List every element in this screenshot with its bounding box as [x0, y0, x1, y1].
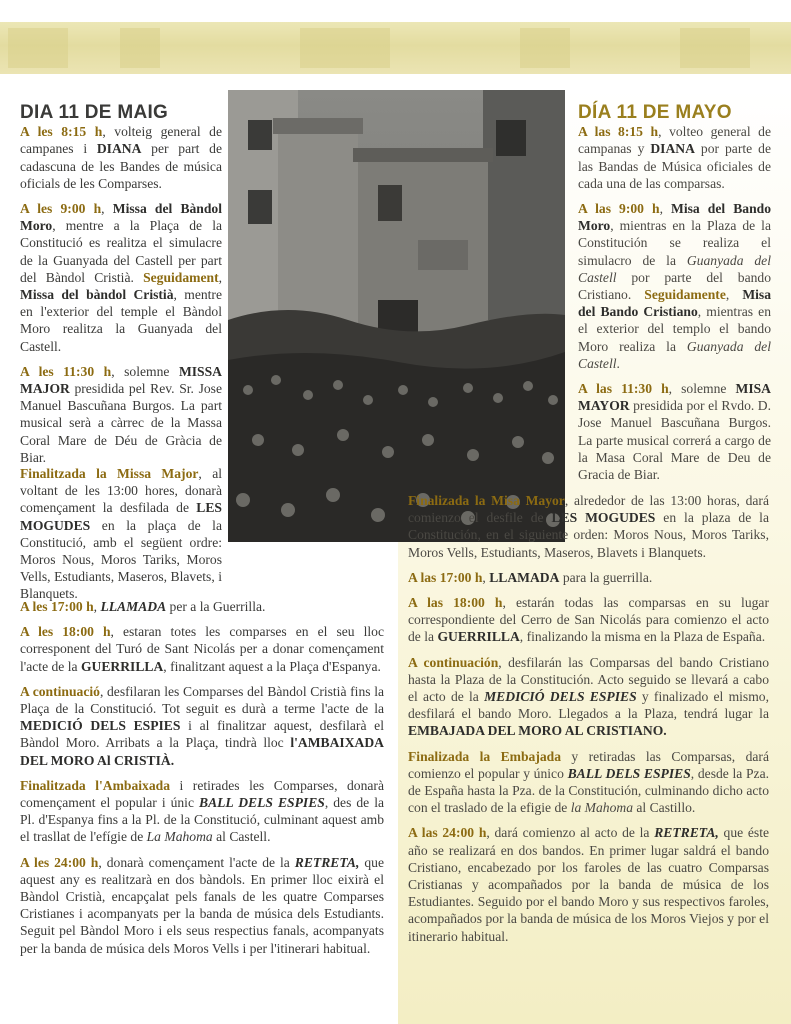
parrafo-2400: A las 24:00 h, dará comienzo al acto de la RETRETA, que éste año se realizará en dos bandos. En primer lugar saldrá el bando Cristiano, encabezado por los faroles de las cuatro Comparsas Cristianas y acompañados por la banda de música de los Estudiantes. Seguido por el bando Moro y sus respectivos faroles, acompañados por la banda de música de los Moros Viejos y por el itinerario habitual.: [408, 825, 770, 944]
parrafo-embajada: Finalizada la Embajada y retiradas las Comparsas, dará comienzo el popular y único BALL DELS ESPIES, desde la Pza. de España hasta la Pza. de la Constitución, culminando dicho acto con el traslado de la efigie de la Mahoma al Castillo.: [408, 748, 770, 816]
parrafo-misa-mayor: Finalizada la Misa Mayor, alrededor de las 13:00 horas, dará comienzo el desfile de LES MOGUDES en la plaza de la Constitución, en el siguiente orden: Moros Nous, Moros Tariks, Moros Vells, Estudiants, Maseros, Blavets i Blanquets.: [408, 493, 769, 560]
paragraph-ambaixada: Finalitzada l'Ambaixada i retirades les Comparses, donarà començament el popular i únic BALL DELS ESPIES, des de la Pl. d'Espanya fins a la Pl. de la Constitució, culminant aquest amb el trasllat de l'efígie de La Mahoma al Castell.: [20, 777, 384, 845]
left-heading: DIA 11 DE MAIG: [20, 102, 169, 123]
right-heading: DÍA 11 DE MAYO: [578, 102, 732, 123]
left-column-catalan-continued: [20, 465, 222, 603]
decorative-banner: [0, 22, 791, 74]
paragraph-1130: A les 11:30 h, solemne MISSA MAJOR presidida pel Rev. Sr. Jose Manuel Bascuñana Burgos. La part musical serà a càrrec de la Massa Coral Mare de Déu de Gràcia de Biar.: [20, 363, 222, 465]
paragraph-1800: A les 18:00 h, estaran totes les comparses en el seu lloc corresponent del Turó de Sant Nicolás per a donar començament l'acte de la GUERRILLA, finalitzant aquest a la Plaça d'Espanya.: [20, 624, 384, 674]
right-column-spanish: [578, 104, 771, 491]
parrafo-900: A las 9:00 h, Misa del Bando Moro, mientras en la Plaza de la Constitución se realiza el simulacro de la Guanyada del Castell por parte del bando Cristiano. Seguidamente, Misa del Bando Cristiano, mientras en el exterior del templo el bando Moro realiza la Guanyada del Castell.: [578, 201, 772, 371]
paragraph-2400: A les 24:00 h, donarà començament l'acte de la RETRETA, que aquest any es realitzarà en dos bàndols. En primer lloc eixirà el Bàndol Cristià, encapçalat pels fanals de les quatre Comparses Cristianes i acompanyats per la banda de música dels Estudiants. Seguit pel Bàndol Moro i els seus respectius fanals, acompanyats per la banda de música dels Moros Vells i per l'itinerari habitual.: [20, 854, 384, 956]
castle-crowd-photo: [228, 90, 565, 542]
parrafo-continuacion: A continuación, desfilarán las Comparsas del bando Cristiano hasta la Plaza de la Constitución. Acto seguido se llevará a cabo el acto de la MEDICIÓ DELS ESPIES y finalizado el mismo, desfilará el bando Moro. Llegados a la Plaza, tendrá lugar la EMBAJADA DEL MORO AL CRISTIANO.: [408, 654, 770, 739]
right-column-spanish-wide: [408, 492, 769, 953]
parrafo-1130: A las 11:30 h, solemne MISA MAYOR presidida por el Rvdo. D. Jose Manuel Bascuñana Burgos. La parte musical correrá a cargo de la Masa Coral Mare de Deu de Gracia de Biar.: [578, 381, 771, 483]
paragraph-1700: A les 17:00 h, LLAMADA per a la Guerrilla.: [20, 599, 266, 614]
paragraph-missa-major: Finalitzada la Missa Major, al voltant de les 13:00 hores, donarà començament la desfilada de LES MOGUDES en la plaça de la Constitució, amb el següent ordre: Moros Nous, Moros Tariks, Moros Vells, Estudiants, Maseros, Blavets, i Blanquets.: [20, 466, 222, 602]
paragraph-815: A les 8:15 h, volteig general de campanes i DIANA per part de cadascuna de les Bandes de música oficials de les Comparses.: [20, 124, 222, 191]
left-column-catalan: [20, 104, 222, 474]
parrafo-1700: A las 17:00 h, LLAMADA para la guerrilla.: [408, 569, 653, 585]
parrafo-1800: A las 18:00 h, estarán todas las comparsas en su lugar correspondiente del Cerro de San Nicolás para comienzo el acto de la GUERRILLA, finalizando la misma en la Plaza de España.: [408, 595, 769, 645]
paragraph-900: A les 9:00 h, Missa del Bàndol Moro, mentre a la Plaça de la Constitució es realitza el simulacre de la Guanyada del Castell per part del Bàndol Cristià. Seguidament, Missa del bàndol Cristià, mentre en l'exterior del temple el Bàndol Moro realitza la Guanyada del Castell.: [20, 201, 223, 354]
left-column-catalan-wide: [20, 598, 384, 965]
paragraph-continuacio: A continuació, desfilaran les Comparses del Bàndol Cristià fins la Plaça de la Constitució. Tot seguit es durà a terme l'acte de la MEDICIÓ DELS ESPIES i al finalitzar aquest, desfilarà el Bàndol Moro. Arribats a la Plaça, tindrà lloc l'AMBAIXADA DEL MORO Al CRISTIÀ.: [20, 683, 385, 768]
parrafo-815: A las 8:15 h, volteo general de campanas y DIANA por parte de las Bandas de Música oficiales de cada una de las comparsas.: [578, 124, 772, 191]
